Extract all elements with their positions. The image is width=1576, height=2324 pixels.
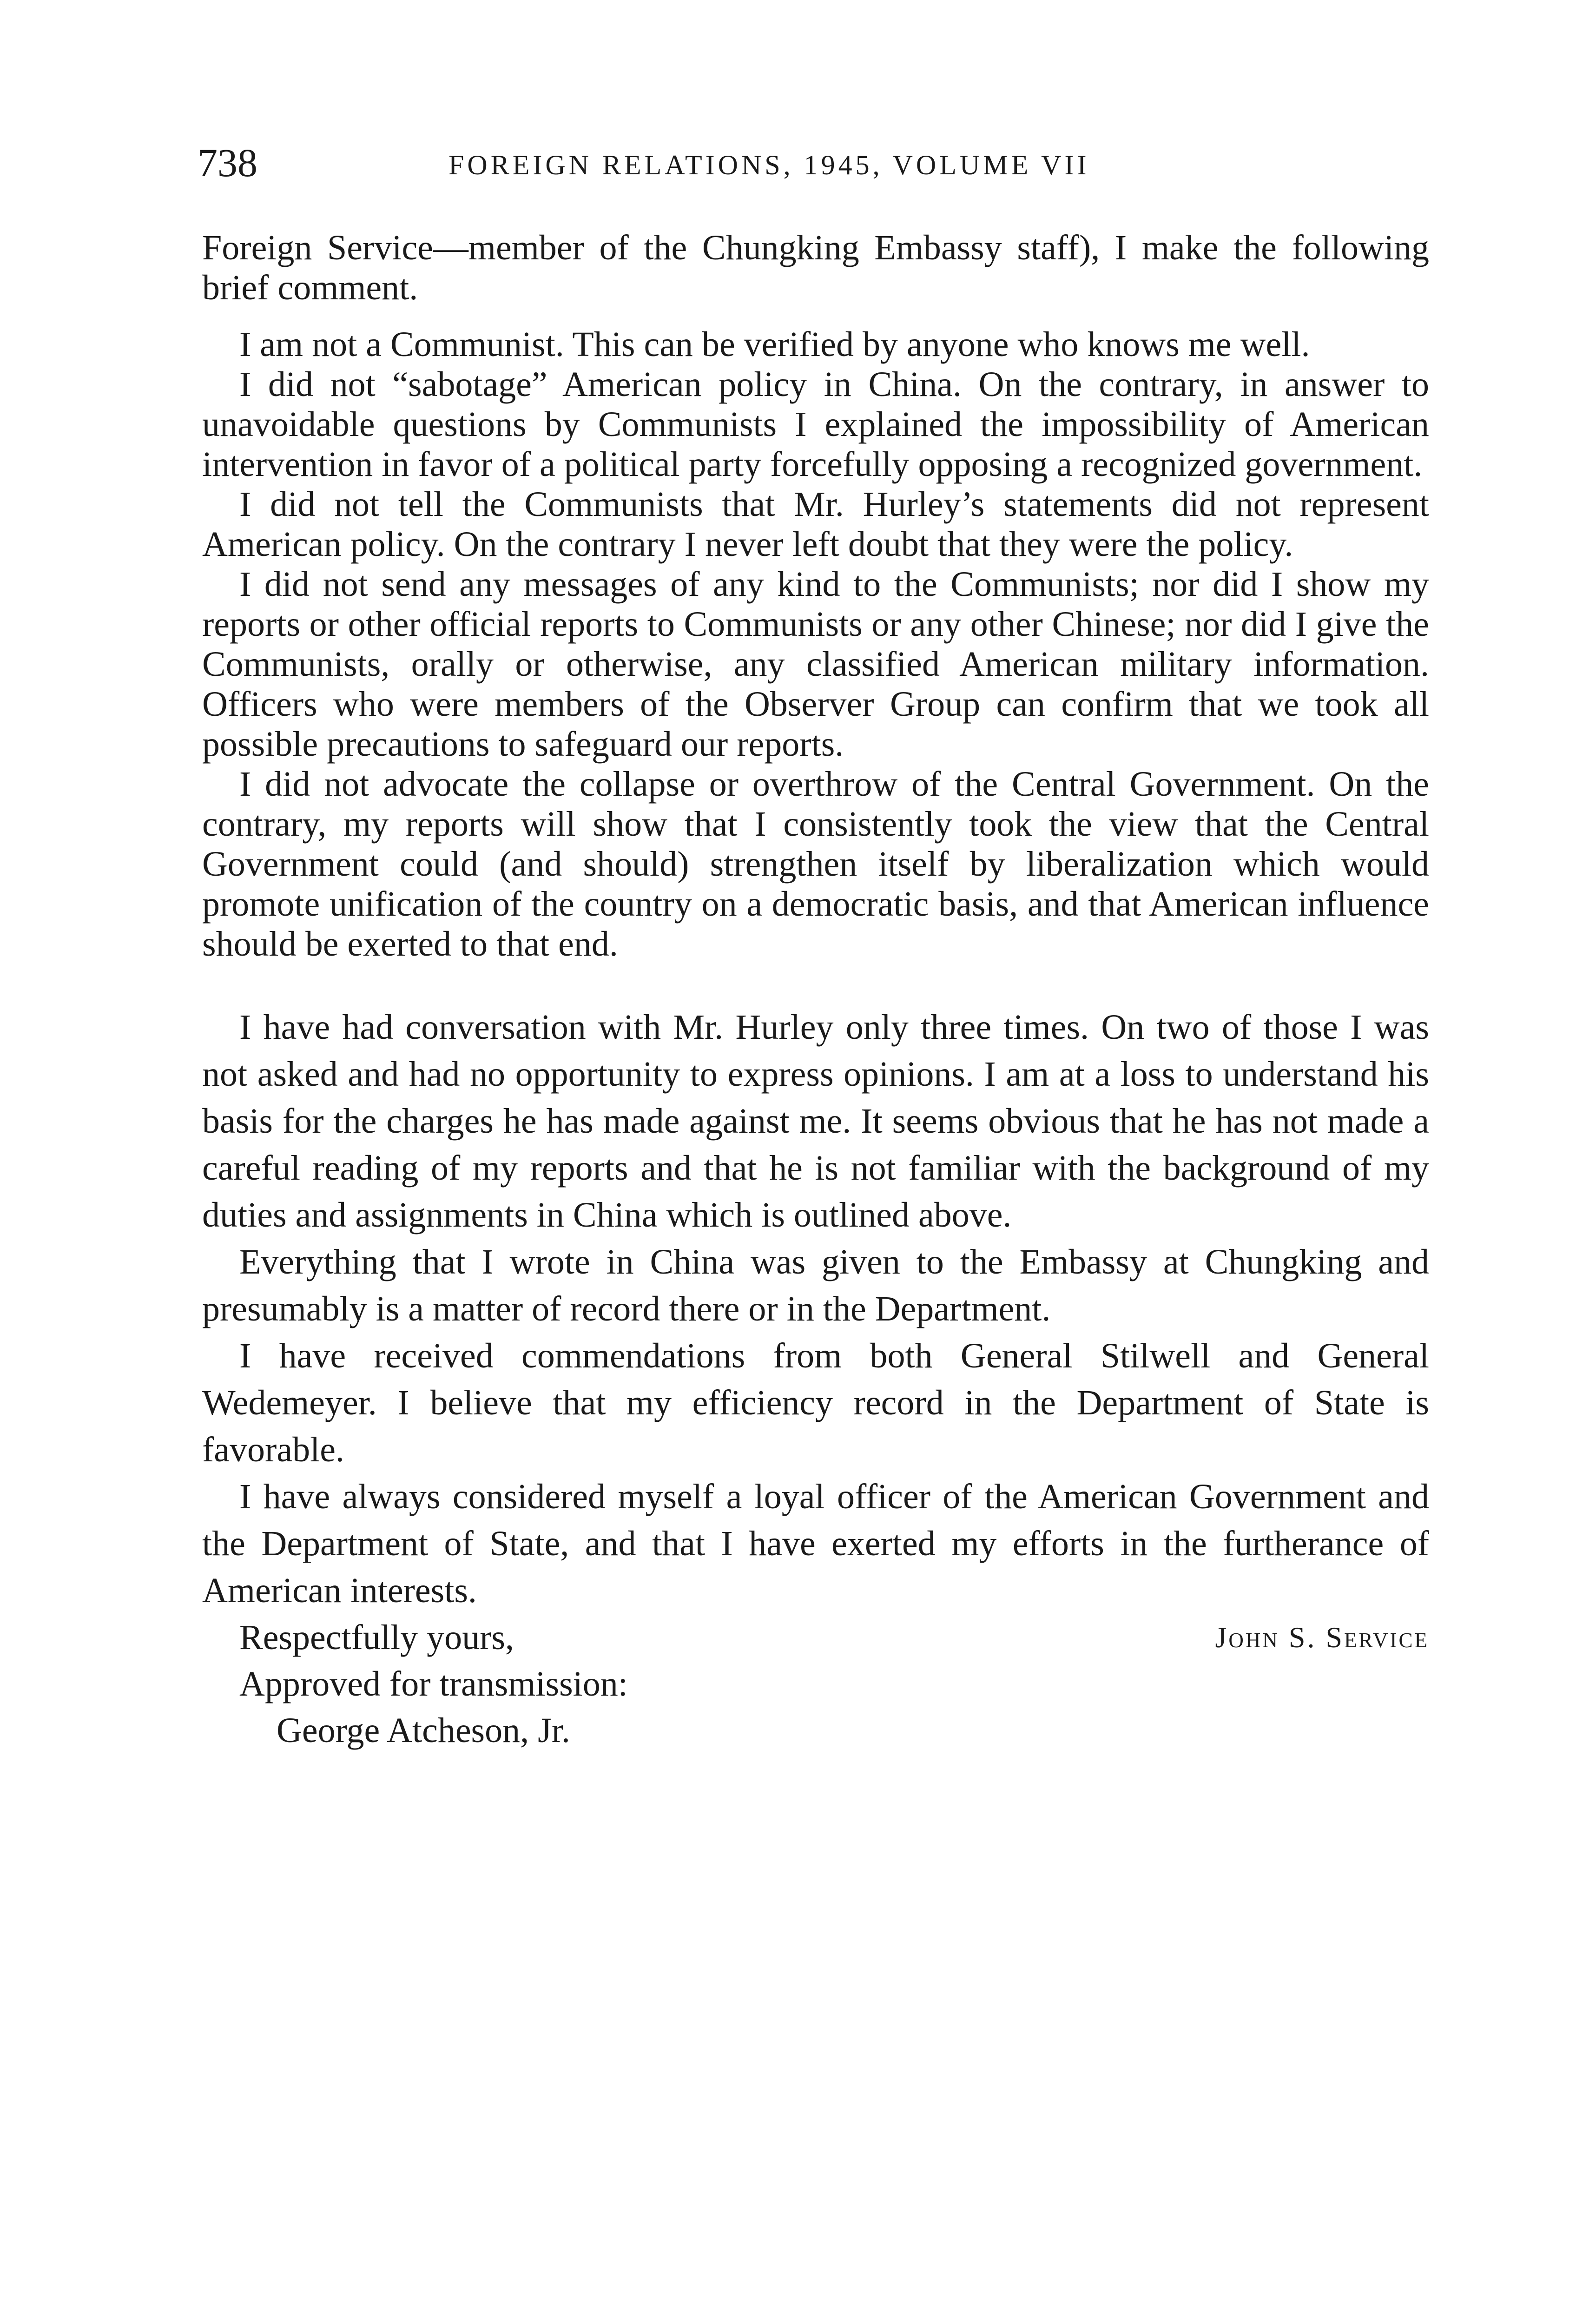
paragraph: I did not advocate the collapse or overthrow of the Central Government. On the contrary, my reports will show that I consistently took the view that the Central Government could (and should) strengthen itself by liberalization which would promote unification of the country on a democratic basis, and that American influence should be exerted to that end. — [202, 765, 1429, 964]
paragraph: I did not send any messages of any kind to the Communists; nor did I show my reports or other official reports to Communists or any other Chinese; nor did I give the Communists, orally or otherwise, any classified American military information. Officers who were members of the Observer Group can confirm that we took all possible precautions to safeguard our reports. — [202, 565, 1429, 764]
page-header — [198, 139, 1443, 195]
approval-label: Approved for transmission: — [239, 1664, 628, 1703]
paragraph: I have had conversation with Mr. Hurley only three times. On two of those I was not asked and had no opportunity to express opinions. I am at a loss to understand his basis for the charges he has made against me. It seems obvious that he has not made a careful reading of my reports and that he is not familiar with the background of my duties and assignments in China which is outlined above. — [202, 1008, 1429, 1235]
paragraph: I have always considered myself a loyal officer of the American Government and the Department of State, and that I have exerted my efforts in the furtherance of American interests. — [202, 1477, 1429, 1610]
paragraph: I have received commendations from both General Stilwell and General Wedemeyer. I believe that my efficiency record in the Department of State is favorable. — [202, 1336, 1429, 1469]
paragraph: I did not “sabotage” American policy in China. On the contrary, in answer to unavoidable questions by Communists I explained the impossibility of American intervention in favor of a political party forcefully opposing a recognized government. — [202, 365, 1429, 484]
closing — [202, 1614, 1429, 1661]
signature: John S. Service — [1215, 1621, 1429, 1654]
letter-body — [202, 228, 1429, 1754]
running-title: FOREIGN RELATIONS, 1945, VOLUME VII — [448, 150, 1090, 180]
paragraph: I did not tell the Communists that Mr. Hurley’s statements did not represent American policy. On the contrary I never left doubt that they were the policy. — [202, 485, 1429, 564]
approver-name: George Atcheson, Jr. — [277, 1711, 570, 1750]
explanation-section — [202, 1004, 1429, 1614]
paragraph: I am not a Communist. This can be verified by anyone who knows me well. — [239, 325, 1310, 364]
page-number: 738 — [198, 140, 257, 185]
paragraph: Foreign Service—member of the Chungking Embassy staff), I make the following brief comment. — [202, 228, 1429, 307]
salutation: Respectfully yours, — [239, 1618, 514, 1657]
paragraph: Everything that I wrote in China was given to the Embassy at Chungking and presumably is a matter of record there or in the Department. — [202, 1242, 1429, 1328]
statement-section — [202, 228, 1429, 964]
